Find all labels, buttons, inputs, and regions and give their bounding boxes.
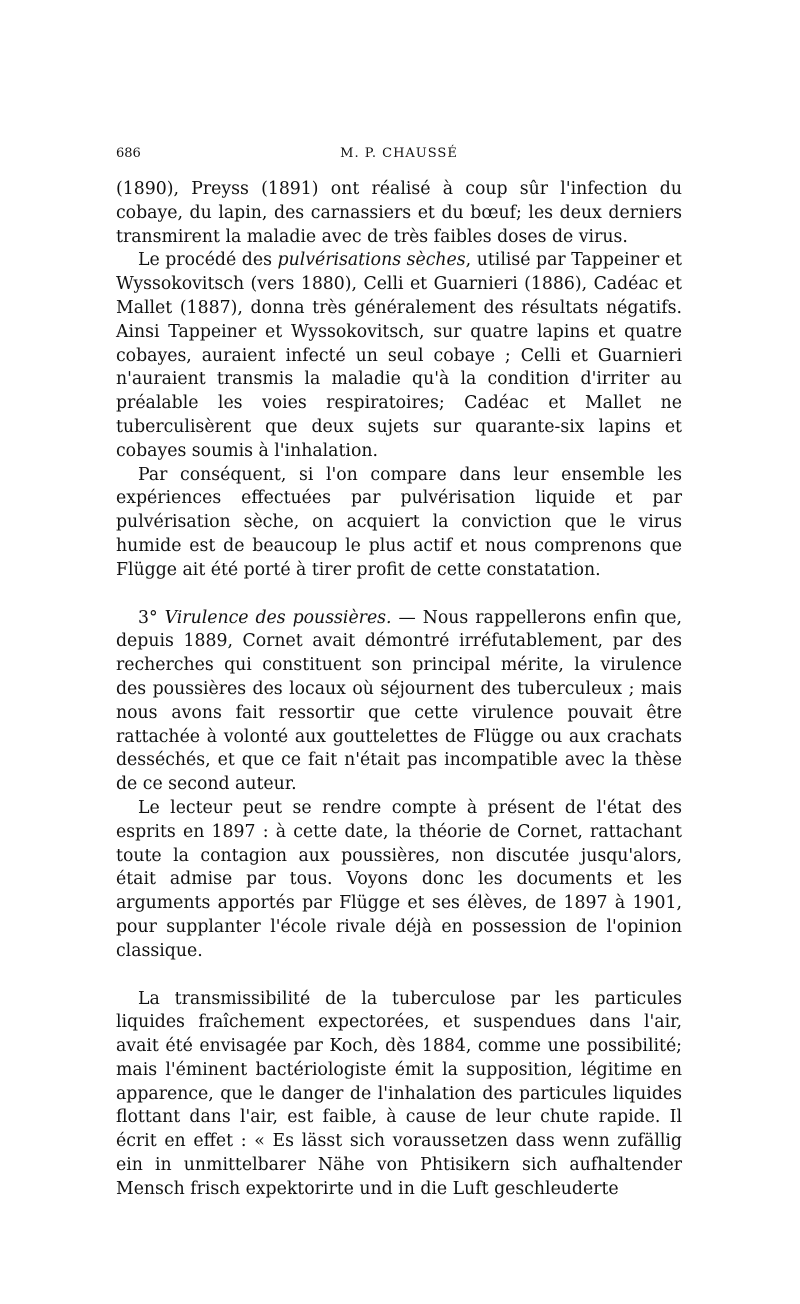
paragraph-6 bbox=[116, 988, 682, 1202]
paragraph-3 bbox=[116, 464, 682, 583]
section-heading: Virulence des poussières. bbox=[164, 607, 392, 628]
paragraph-6-text: La transmissibilité de la tuberculose par les particules liquides fraîchement expectorées, et suspendues dans l'air, avait été envisagée par Koch, dès 1884, comme une possibilité; mais l'éminent bactériologiste émit la supposition, légitime en apparence, que le danger de l'inhalation des particules liquides flottant dans l'air, est faible, à cause de leur chute rapide. Il écrit en effet : « Es lässt sich voraussetzen dass wenn zufällig ein in unmittelbarer Nähe von Phtisikern sich aufhaltender Mensch frisch expektorirte und in die Luft geschleuderte bbox=[116, 988, 682, 1199]
book-page bbox=[116, 146, 682, 1202]
paragraph-2-emphasis: pulvérisations sèches bbox=[277, 250, 466, 271]
running-title: M. P. CHAUSSÉ bbox=[340, 146, 458, 161]
paragraph-2 bbox=[116, 249, 682, 463]
section-number: 3° bbox=[138, 607, 165, 628]
body-text bbox=[116, 178, 682, 1202]
paragraph-1 bbox=[116, 178, 682, 249]
paragraph-2-rest: , utilisé par Tappeiner et Wyssokovitsch (vers 1880), Celli et Guarnieri (1886), Cadéac et Mallet (1887), donna très généralement des résultats négatifs. Ainsi Tappeiner et Wyssokovitsch, sur quatre lapins et quatre cobayes, auraient infecté un seul cobaye ; Celli et Guarnieri n'auraient transmis la maladie qu'à la condition d'irriter au préalable les voies respiratoires; Cadéac et Mallet ne tuberculisèrent que deux sujets sur quarante-six lapins et cobayes soumis à l'inhalation. bbox=[116, 250, 682, 461]
paragraph-2-lead: Le procédé des bbox=[138, 250, 278, 271]
page-header bbox=[116, 146, 682, 176]
paragraph-1-text: (1890), Preyss (1891) ont réalisé à coup sûr l'infection du cobaye, du lapin, des carnassiers et du bœuf; les deux derniers transmirent la maladie avec de très faibles doses de virus. bbox=[116, 179, 682, 247]
section-paragraph-text: — Nous rappellerons enfin que, depuis 1889, Cornet avait démontré irréfutablement, par des recherches qui constituent son principal mérite, la virulence des poussières des locaux où séjournent des tuberculeux ; mais nous avons fait ressortir que cette virulence pouvait être rattachée à volonté aux gouttelettes de Flügge ou aux crachats desséchés, et que ce fait n'était pas incompatible avec la thèse de ce second auteur. bbox=[116, 607, 682, 795]
paragraph-3-text: Par conséquent, si l'on compare dans leur ensemble les expériences effectuées par pulvérisation liquide et par pulvérisation sèche, on acquiert la conviction que le virus humide est de beaucoup le plus actif et nous comprenons que Flügge ait été porté à tirer profit de cette constatation. bbox=[116, 464, 682, 580]
paragraph-5-text: Le lecteur peut se rendre compte à présent de l'état des esprits en 1897 : à cette date, la théorie de Cornet, rattachant toute la contagion aux poussières, non discutée jusqu'alors, était admise par tous. Voyons donc les documents et les arguments apportés par Flügge et ses élèves, de 1897 à 1901, pour supplanter l'école rivale déjà en possession de l'opinion classique. bbox=[116, 797, 682, 961]
paragraph-5 bbox=[116, 797, 682, 964]
section-paragraph bbox=[116, 607, 682, 797]
page-number: 686 bbox=[116, 146, 141, 161]
